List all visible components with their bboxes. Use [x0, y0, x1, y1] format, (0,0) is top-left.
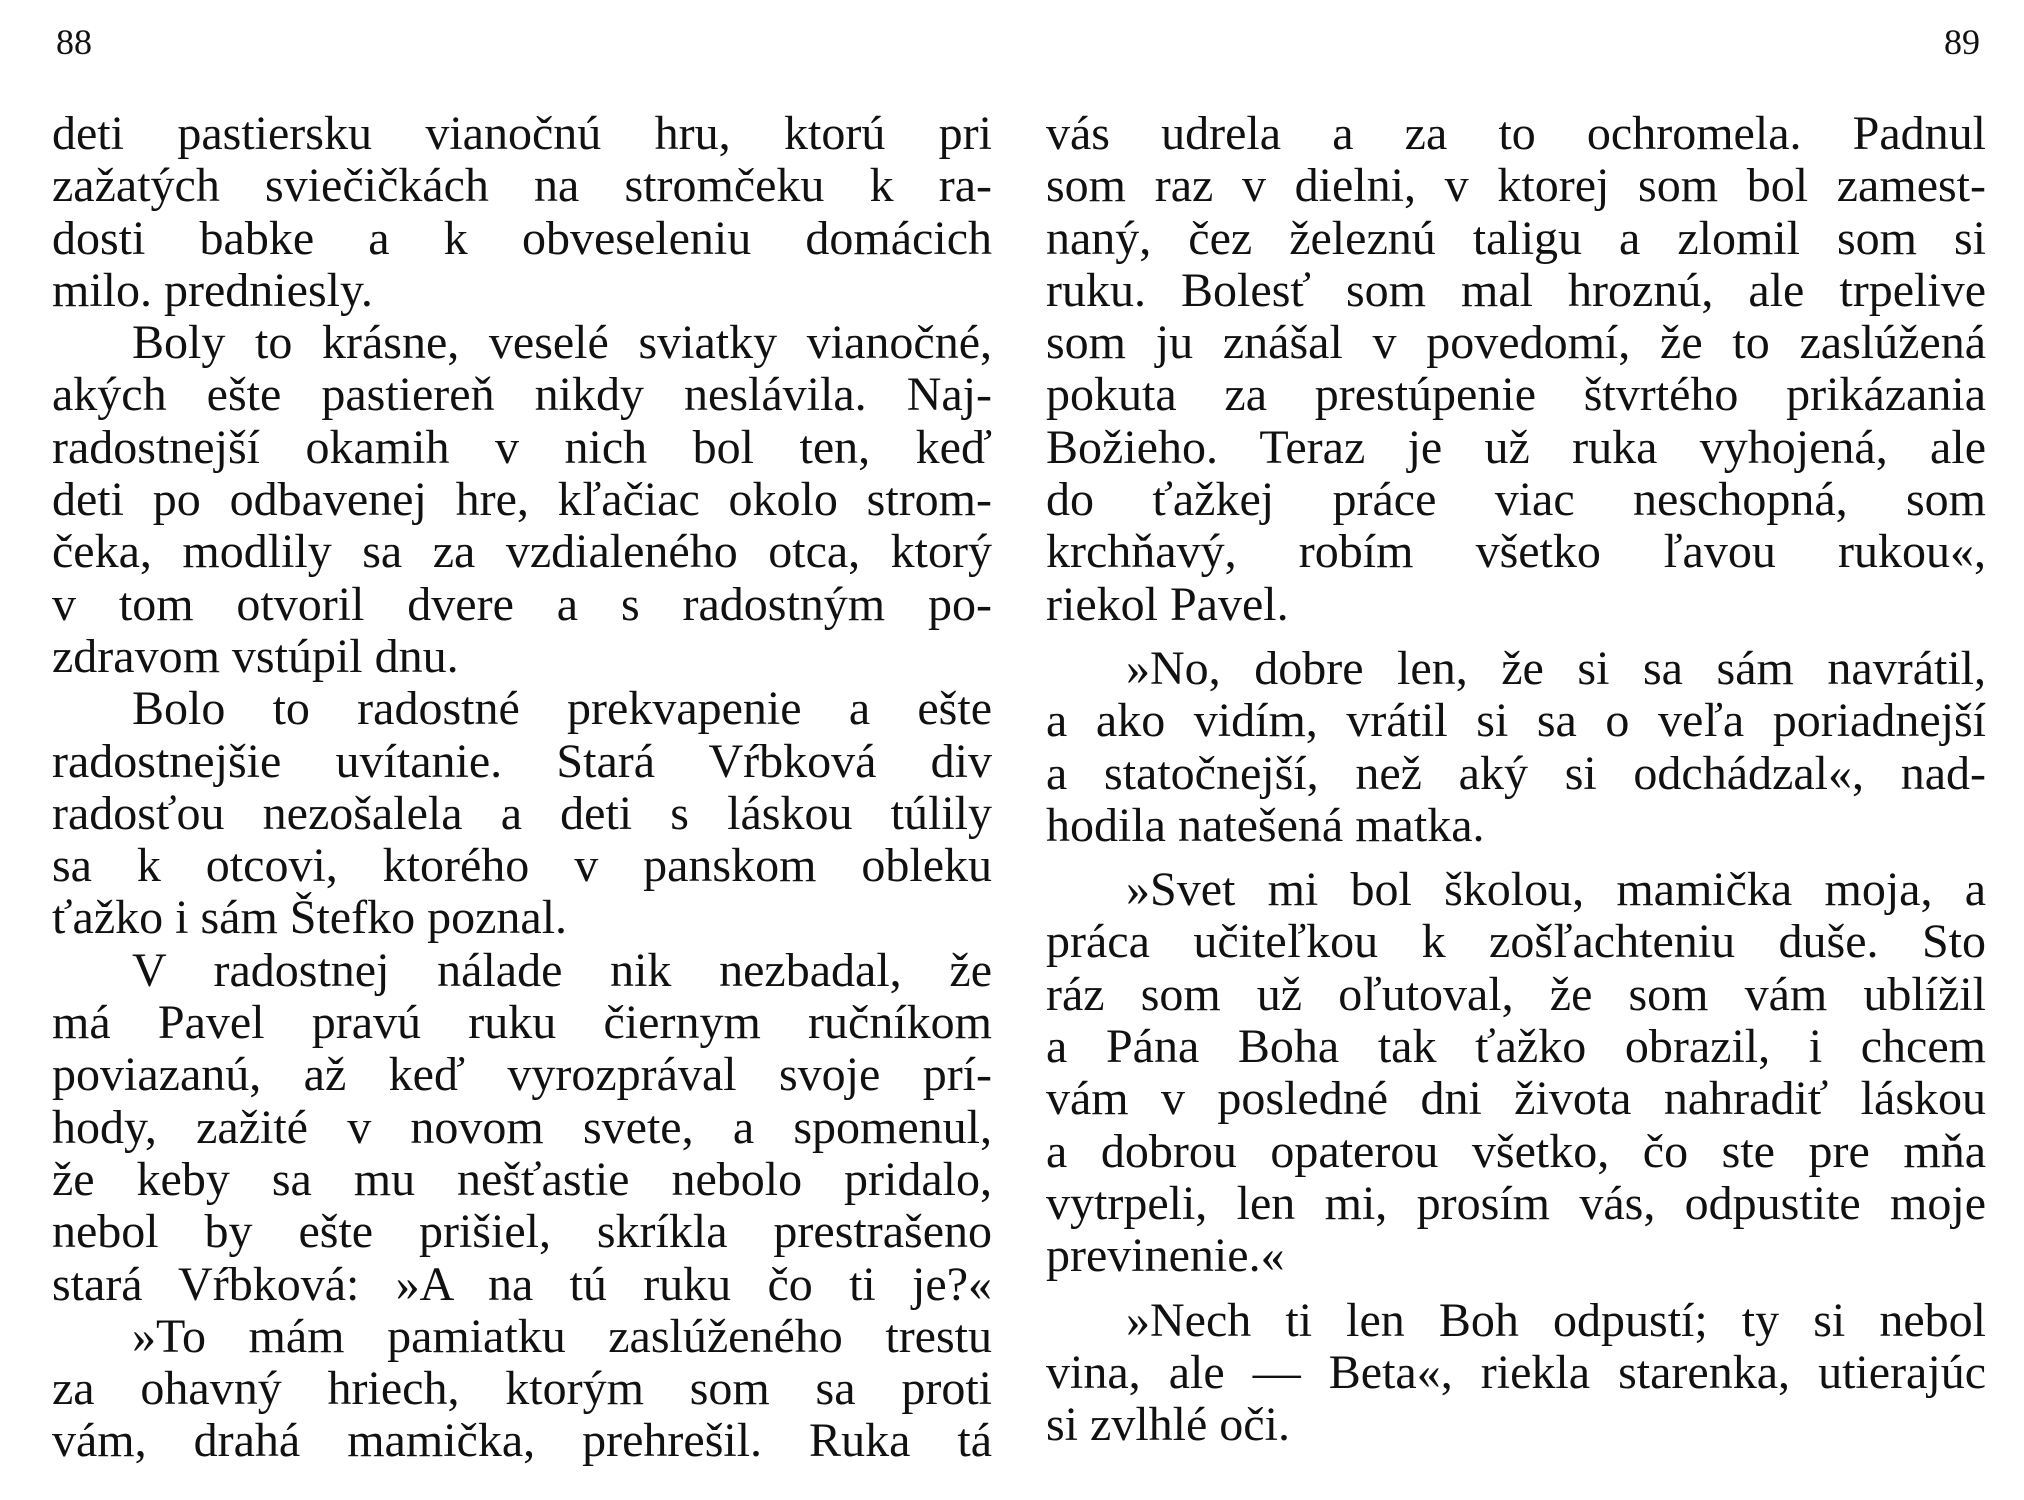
- text-line: má Pavel pravú ruku čiernym ručníkom: [52, 996, 992, 1050]
- text-line: hody, zažité v novom svete, a spomenul,: [52, 1100, 992, 1154]
- text-line: akých ešte pastiereň nikdy neslávila. Naj-: [52, 368, 992, 422]
- text-line: previnenie.«: [1046, 1229, 1285, 1283]
- text-line: Boly to krásne, veselé sviatky vianočné,: [132, 316, 992, 370]
- text-line: a Pána Boha tak ťažko obrazil, i chcem: [1046, 1020, 1986, 1074]
- paragraph: [52, 317, 992, 683]
- paragraph: [1046, 1295, 1986, 1452]
- text-line: radosťou nezošalela a deti s láskou túlily: [52, 786, 992, 840]
- right-page-number: 89: [1944, 22, 1980, 62]
- text-line: čeka, modlily sa za vzdialeného otca, ktorý: [52, 525, 992, 579]
- paragraph: [52, 108, 992, 317]
- text-line: radostnejšie uvítanie. Stará Vŕbková div: [52, 734, 992, 788]
- text-line: pokuta za prestúpenie štvrtého prikázania: [1046, 368, 1986, 422]
- text-line: zažatých sviečičkách na stromčeku k ra-: [52, 159, 992, 213]
- text-line: Božieho. Teraz je už ruka vyhojená, ale: [1046, 420, 1986, 474]
- text-line: a dobrou opaterou všetko, čo ste pre mňa: [1046, 1124, 1986, 1178]
- text-line: vám v posledné dni života nahradiť láskou: [1046, 1072, 1986, 1126]
- text-line: že keby sa mu nešťastie nebolo pridalo,: [52, 1152, 992, 1206]
- text-line: dosti babke a k obveseleniu domácich: [52, 211, 992, 265]
- paragraph: [1046, 108, 1986, 631]
- text-line: sa k otcovi, ktorého v panskom obleku: [52, 839, 992, 893]
- text-line: v tom otvoril dvere a s radostným po-: [52, 577, 992, 631]
- text-line: »Svet mi bol školou, mamička moja, a: [1126, 863, 1986, 917]
- text-line: deti pastiersku vianočnú hru, ktorú pri: [52, 107, 992, 160]
- text-line: naný, čez železnú taligu a zlomil som si: [1046, 211, 1986, 265]
- text-line: »Nech ti len Boh odpustí; ty si nebol: [1126, 1293, 1986, 1347]
- left-page-text: [52, 108, 992, 1468]
- text-line: a statočnejší, než aký si odchádzal«, nad-: [1046, 746, 1986, 800]
- paragraph: [52, 683, 992, 944]
- text-line: vina, ale — Beta«, riekla starenka, utierajúc: [1046, 1345, 1986, 1399]
- text-line: Bolo to radostné prekvapenie a ešte: [132, 682, 992, 736]
- text-line: práca učiteľkou k zošľachteniu duše. Sto: [1046, 915, 1986, 969]
- text-line: vytrpeli, len mi, prosím vás, odpustite moje: [1046, 1176, 1986, 1230]
- text-line: za ohavný hriech, ktorým som sa proti: [52, 1362, 992, 1416]
- text-line: »To mám pamiatku zaslúženého trestu: [132, 1309, 992, 1363]
- text-line: poviazanú, až keď vyrozprával svoje prí-: [52, 1048, 992, 1102]
- text-line: krchňavý, robím všetko ľavou rukou«,: [1046, 525, 1986, 579]
- paragraph: [52, 945, 992, 1311]
- text-line: milo. predniesly.: [52, 263, 373, 317]
- text-line: zdravom vstúpil dnu.: [52, 629, 459, 683]
- text-line: stará Vŕbková: »A na tú ruku čo ti je?«: [52, 1257, 992, 1311]
- text-line: vám, drahá mamička, prehrešil. Ruka tá: [52, 1414, 992, 1468]
- text-line: nebol by ešte prišiel, skríkla prestrašeno: [52, 1205, 992, 1259]
- text-line: a ako vidím, vrátil si sa o veľa poriadnejší: [1046, 694, 1986, 748]
- text-line: do ťažkej práce viac neschopná, som: [1046, 473, 1986, 527]
- text-line: hodila natešená matka.: [1046, 798, 1485, 852]
- text-line: deti po odbavenej hre, kľačiac okolo strom-: [52, 473, 992, 527]
- left-page-number: 88: [56, 22, 92, 62]
- text-line: radostnejší okamih v nich bol ten, keď: [52, 420, 992, 474]
- text-line: V radostnej nálade nik nezbadal, že: [132, 943, 992, 997]
- paragraph: [1046, 643, 1986, 852]
- text-line: som ju znášal v povedomí, že to zaslúžená: [1046, 316, 1986, 370]
- paragraph: [1046, 864, 1986, 1282]
- right-page-text: [1046, 108, 1986, 1451]
- text-line: som raz v dielni, v ktorej som bol zamest-: [1046, 159, 1986, 213]
- text-line: riekol Pavel.: [1046, 577, 1289, 631]
- text-line: ťažko i sám Štefko poznal.: [52, 891, 568, 945]
- text-line: »No, dobre len, že si sa sám navrátil,: [1126, 641, 1986, 695]
- paragraph: [52, 1311, 992, 1468]
- text-line: vás udrela a za to ochromela. Padnul: [1046, 107, 1986, 160]
- text-line: ráz som už oľutoval, že som vám ublížil: [1046, 967, 1986, 1021]
- text-line: si zvlhlé oči.: [1046, 1398, 1290, 1452]
- text-line: ruku. Bolesť som mal hroznú, ale trpelive: [1046, 263, 1986, 317]
